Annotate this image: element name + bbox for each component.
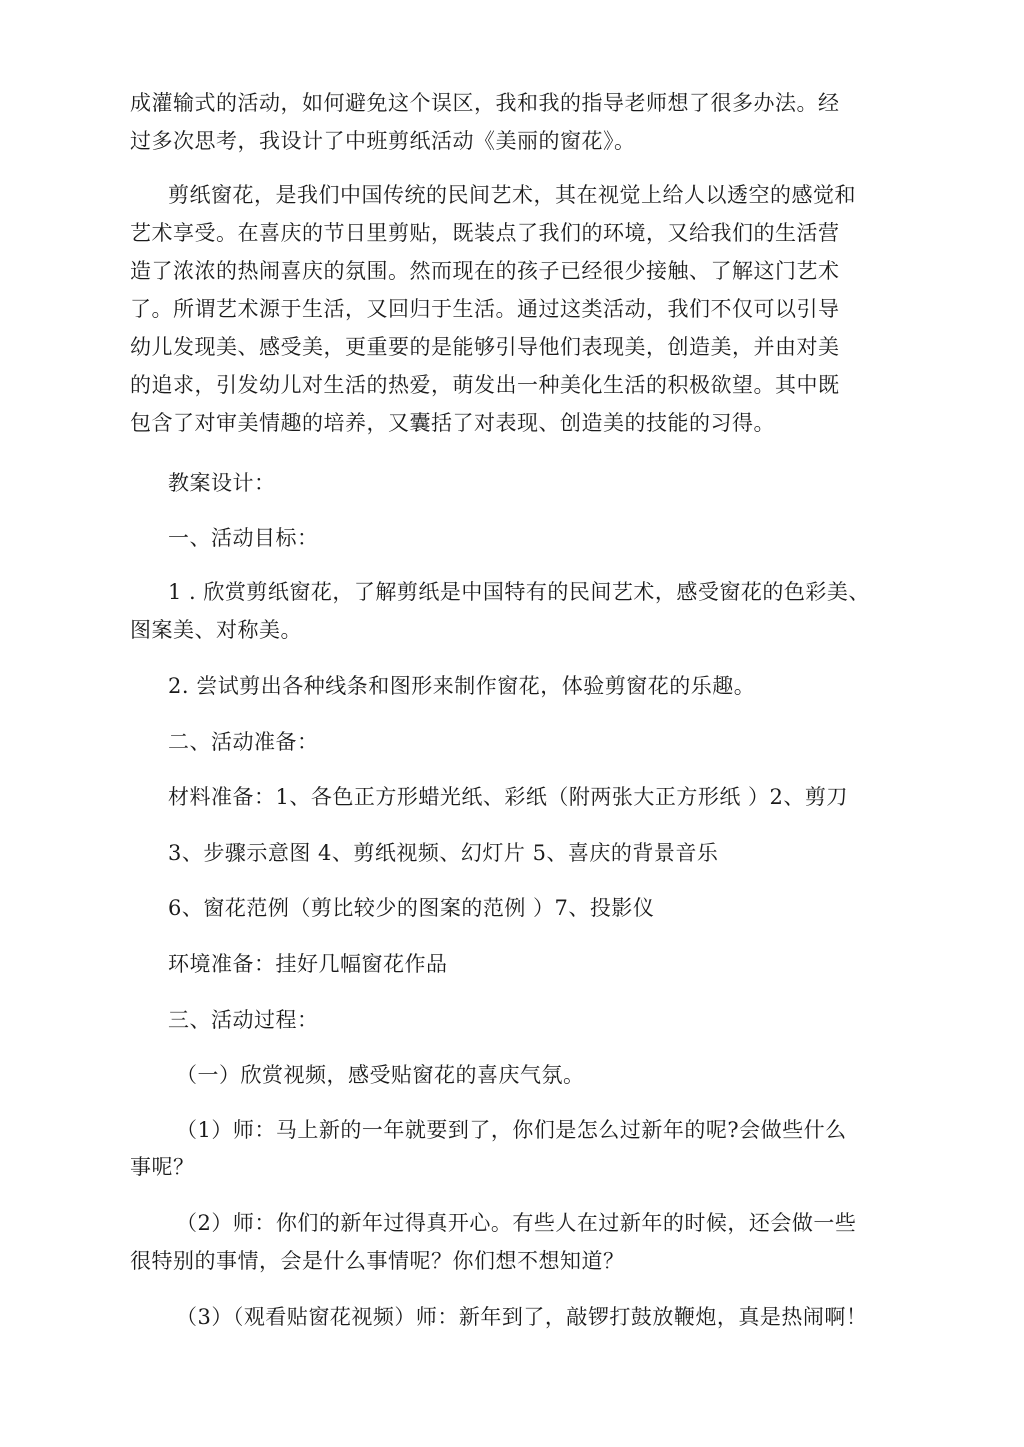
list-item: 1 . 欣赏剪纸窗花，了解剪纸是中国特有的民间艺术，感受窗花的色彩美、 <box>168 580 870 604</box>
paragraph-line: 了。所谓艺术源于生活，又回归于生活。通过这类活动，我们不仅可以引导 <box>130 297 840 321</box>
list-item: 图案美、对称美。 <box>130 618 302 642</box>
paragraph-line: 包含了对审美情趣的培养，又囊括了对表现、创造美的技能的习得。 <box>130 411 775 435</box>
list-item: 环境准备：挂好几幅窗花作品 <box>168 952 448 976</box>
paragraph-line: 很特别的事情，会是什么事情呢？你们想不想知道？ <box>130 1249 625 1273</box>
section-heading: 一、活动目标： <box>168 526 319 550</box>
section-heading: 教案设计： <box>168 471 276 495</box>
list-item: 2. 尝试剪出各种线条和图形来制作窗花，体验剪窗花的乐趣。 <box>168 674 756 698</box>
paragraph-line: 事呢？ <box>130 1155 195 1179</box>
paragraph-line: （2）师：你们的新年过得真开心。有些人在过新年的时候，还会做一些 <box>176 1211 857 1235</box>
subsection-heading: （一）欣赏视频，感受贴窗花的喜庆气氛。 <box>176 1063 585 1087</box>
paragraph-line: 幼儿发现美、感受美，更重要的是能够引导他们表现美，创造美，并由对美 <box>130 335 840 359</box>
section-heading: 二、活动准备： <box>168 730 319 754</box>
paragraph-line: 成灌输式的活动，如何避免这个误区，我和我的指导老师想了很多办法。经 <box>130 91 840 115</box>
paragraph-line: 的追求，引发幼儿对生活的热爱，萌发出一种美化生活的积极欲望。其中既 <box>130 373 840 397</box>
paragraph-line: 过多次思考，我设计了中班剪纸活动《美丽的窗花》。 <box>130 129 636 153</box>
paragraph-line: （3）（观看贴窗花视频）师：新年到了，敲锣打鼓放鞭炮，真是热闹啊！ <box>176 1305 868 1329</box>
list-item: 3、步骤示意图 4、剪纸视频、幻灯片 5、喜庆的背景音乐 <box>168 841 719 865</box>
list-item: 6、窗花范例（剪比较少的图案的范例 ）7、投影仪 <box>168 896 655 920</box>
list-item: 材料准备：1、各色正方形蜡光纸、彩纸（附两张大正方形纸 ）2、剪刀 <box>168 785 848 809</box>
paragraph-line: （1）师：马上新的一年就要到了，你们是怎么过新年的呢?会做些什么 <box>176 1118 847 1142</box>
paragraph-line: 造了浓浓的热闹喜庆的氛围。然而现在的孩子已经很少接触、了解这门艺术 <box>130 259 840 283</box>
paragraph-line: 剪纸窗花，是我们中国传统的民间艺术，其在视觉上给人以透空的感觉和 <box>168 183 856 207</box>
paragraph-line: 艺术享受。在喜庆的节日里剪贴，既装点了我们的环境，又给我们的生活营 <box>130 221 840 245</box>
section-heading: 三、活动过程： <box>168 1008 319 1032</box>
